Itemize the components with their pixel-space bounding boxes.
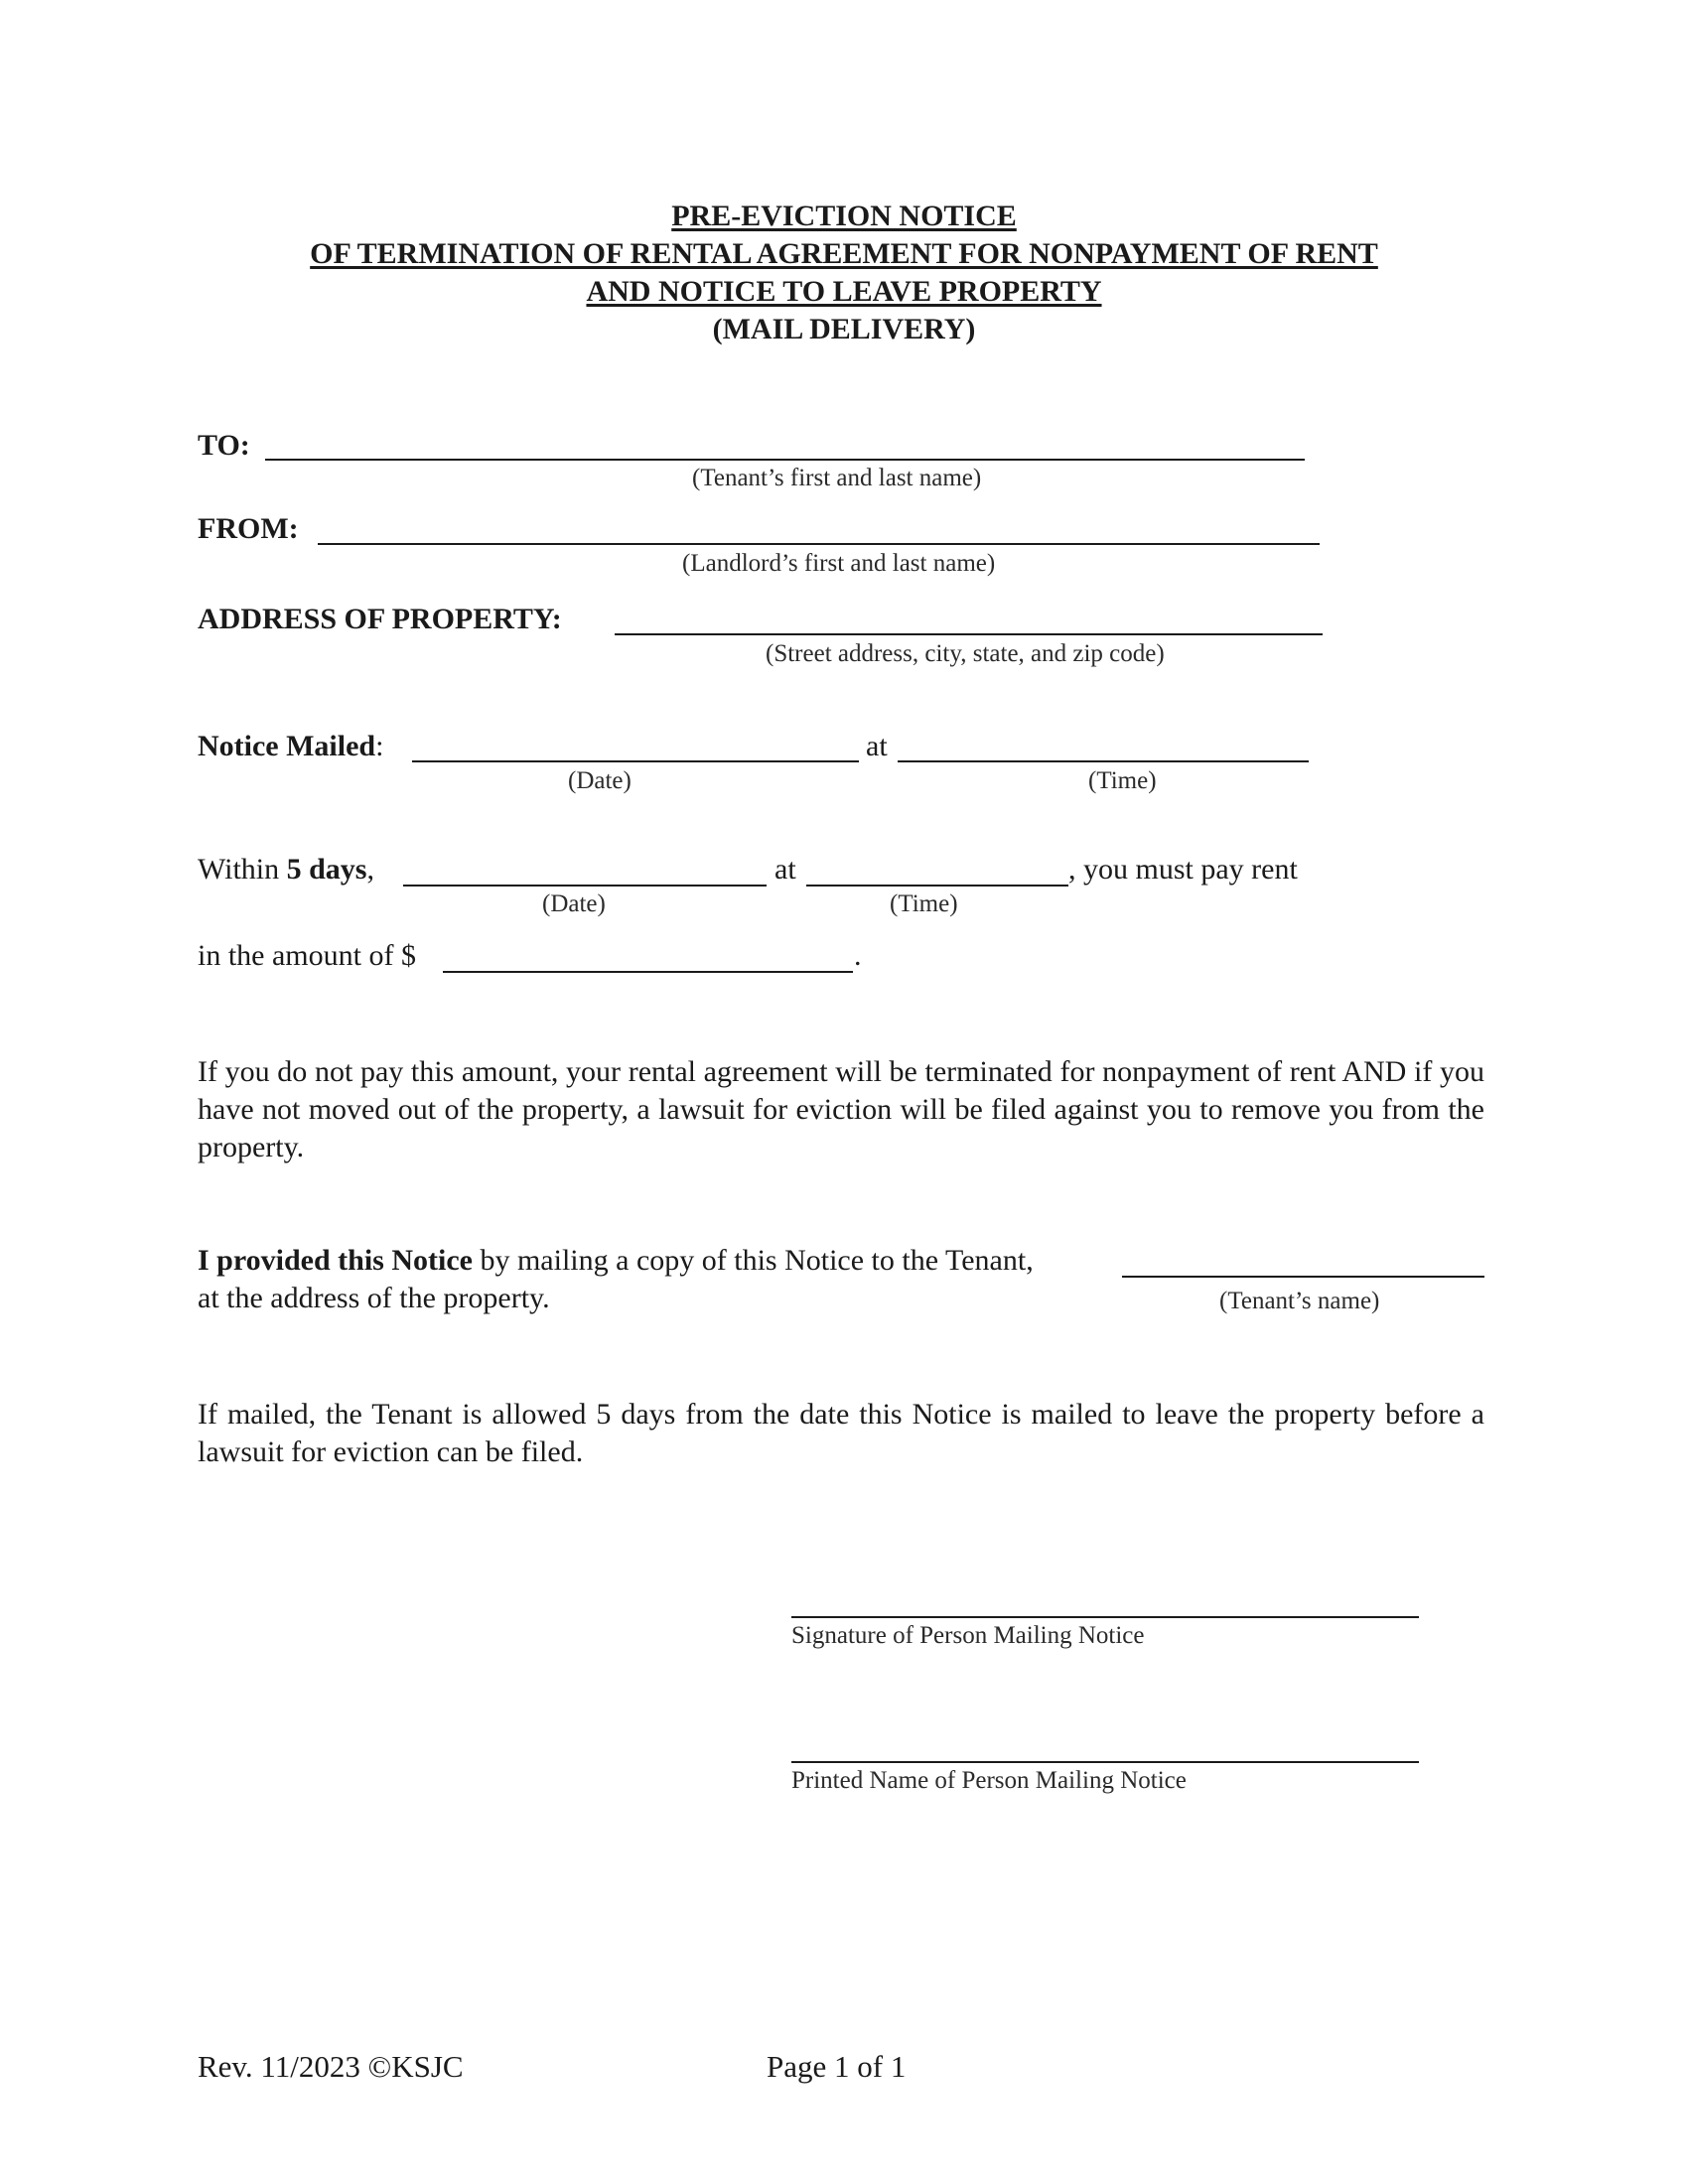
within-days: 5 days: [286, 853, 367, 886]
provided-tenant-caption: (Tenant’s name): [1219, 1288, 1380, 1314]
amount-field[interactable]: [443, 971, 853, 973]
printed-name-caption: Printed Name of Person Mailing Notice: [791, 1767, 1187, 1794]
within-suffix: , you must pay rent: [1068, 853, 1298, 886]
provided-bold: I provided this Notice: [198, 1244, 473, 1277]
within-at: at: [774, 853, 796, 886]
title-line-1: PRE-EVICTION NOTICE: [671, 200, 1017, 232]
printed-name-field[interactable]: [791, 1761, 1419, 1763]
within-date-caption: (Date): [542, 890, 606, 917]
to-label: TO:: [198, 429, 250, 462]
within-time-field[interactable]: [806, 885, 1068, 887]
provided-tenant-field[interactable]: [1122, 1276, 1484, 1278]
address-label: ADDRESS OF PROPERTY:: [198, 603, 562, 635]
within-time-caption: (Time): [890, 890, 958, 917]
to-caption: (Tenant’s first and last name): [692, 465, 982, 491]
signature-caption: Signature of Person Mailing Notice: [791, 1622, 1145, 1649]
notice-mailed-date-field[interactable]: [412, 760, 859, 762]
notice-mailed-time-caption: (Time): [1088, 767, 1157, 794]
address-caption: (Street address, city, state, and zip code): [766, 640, 1165, 667]
from-label: FROM:: [198, 512, 299, 545]
warning-paragraph: If you do not pay this amount, your rental agreement will be terminated for nonpayment of rent AND if you have not moved out of the property, a lawsuit for eviction will be filed against you to remove you from the property.: [198, 1055, 1484, 1163]
title-line-4: (MAIL DELIVERY): [712, 313, 976, 345]
notice-mailed-row: Notice Mailed:: [198, 730, 384, 762]
signature-field[interactable]: [791, 1616, 1419, 1618]
footer-revision: Rev. 11/2023 ©KSJC: [198, 2049, 464, 2084]
amount-suffix: .: [854, 939, 862, 972]
title-line-3: AND NOTICE TO LEAVE PROPERTY: [586, 275, 1102, 308]
notice-mailed-time-field[interactable]: [898, 760, 1309, 762]
from-field[interactable]: [318, 543, 1320, 545]
address-field[interactable]: [615, 633, 1323, 635]
within-date-field[interactable]: [403, 885, 767, 887]
title-line-2: OF TERMINATION OF RENTAL AGREEMENT FOR NONPAYMENT OF RENT: [310, 237, 1378, 270]
notice-mailed-date-caption: (Date): [568, 767, 632, 794]
to-field[interactable]: [265, 459, 1305, 461]
within-prefix: Within 5 days,: [198, 853, 374, 886]
provided-line-2: at the address of the property.: [198, 1282, 550, 1314]
footer-page-number: Page 1 of 1: [767, 2049, 907, 2084]
notice-mailed-at: at: [866, 730, 888, 762]
notice-mailed-label: Notice Mailed: [198, 730, 376, 762]
provided-line-1: I provided this Notice by mailing a copy of this Notice to the Tenant,: [198, 1244, 1034, 1277]
from-caption: (Landlord’s first and last name): [682, 550, 996, 577]
amount-prefix: in the amount of $: [198, 939, 416, 972]
mailed-paragraph: If mailed, the Tenant is allowed 5 days from the date this Notice is mailed to leave the property before a lawsuit for eviction can be filed.: [198, 1398, 1484, 1468]
